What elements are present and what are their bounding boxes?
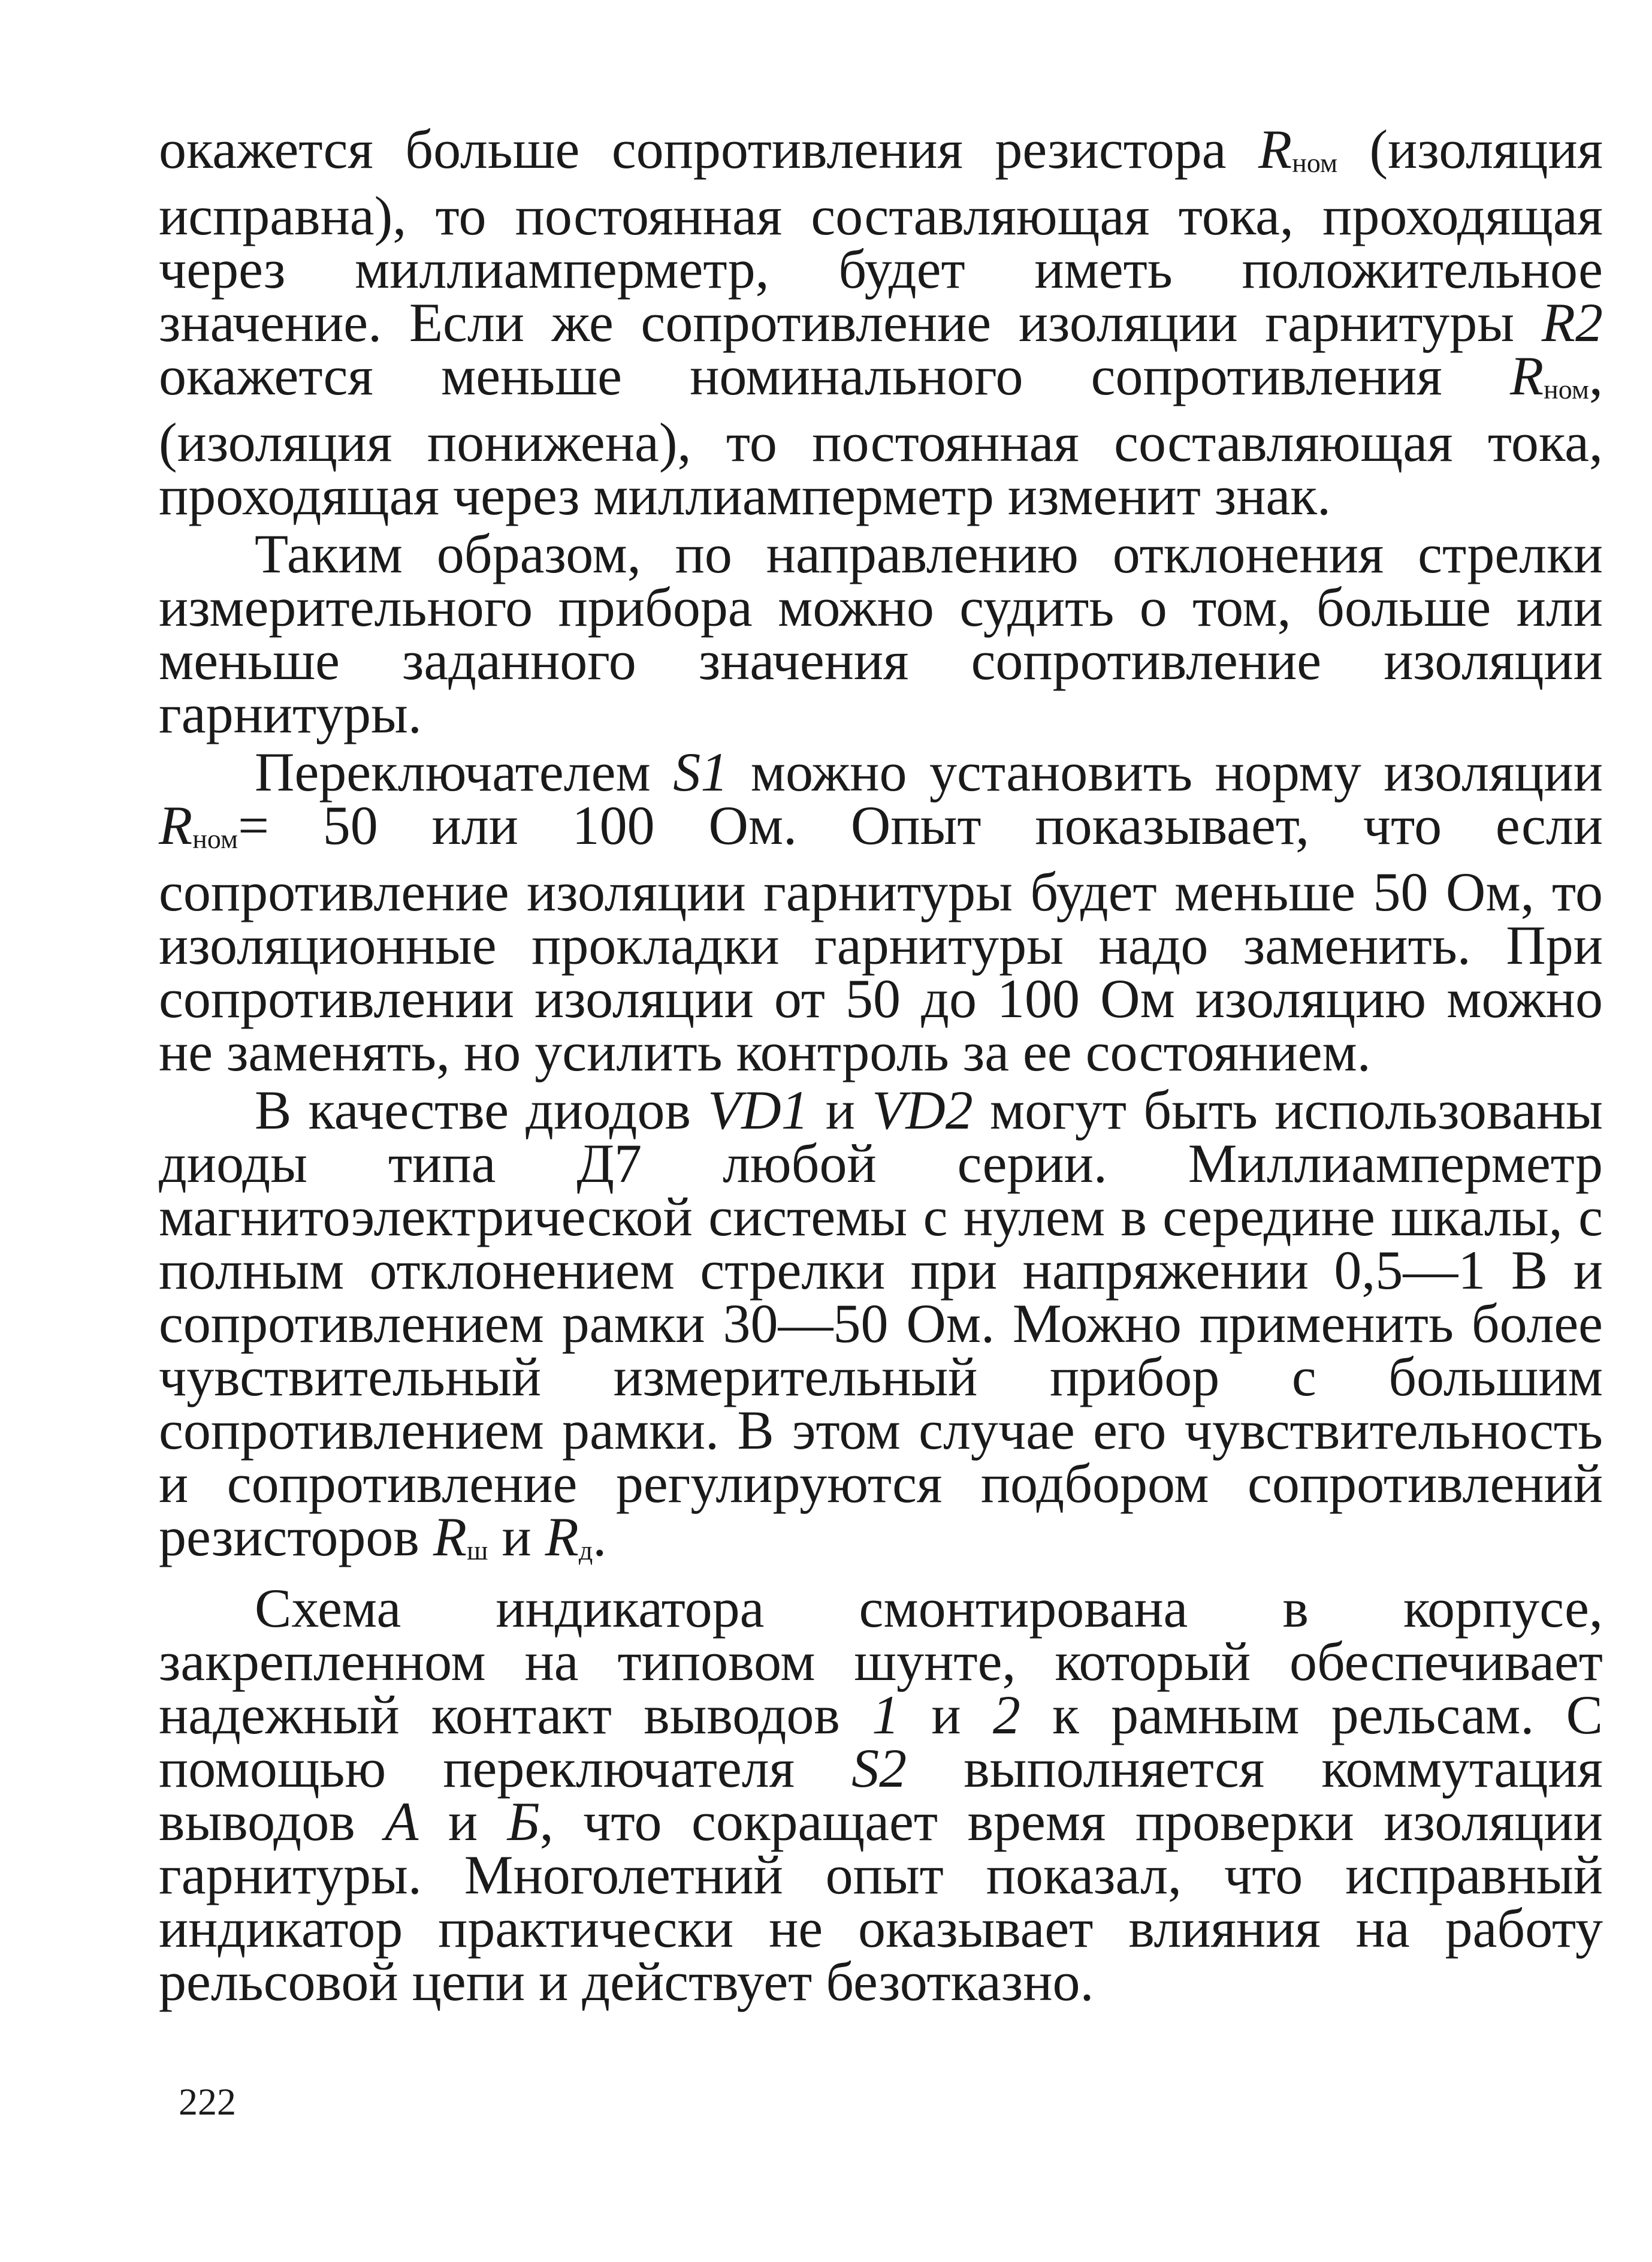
symbol-r-nom: Rном bbox=[159, 794, 238, 856]
paragraph-2 bbox=[159, 523, 1603, 744]
symbol-terminal-a: А bbox=[385, 1790, 419, 1852]
paragraph-5 bbox=[159, 1577, 1603, 2012]
symbol-terminal-b: Б bbox=[507, 1790, 540, 1852]
symbol-r-nom: Rном bbox=[1258, 119, 1338, 180]
paragraph-3 bbox=[159, 741, 1603, 1082]
text-run: выполняется коммутация выводов bbox=[159, 1737, 1603, 1852]
text-run: (изоляция исправна), то постоянная составляющая тока, проходящая через миллиамперметр, будет иметь положительное значение. Если же сопротивление изоляции гарнитуры bbox=[159, 119, 1603, 353]
text-run: и bbox=[899, 1684, 993, 1745]
text-run: . bbox=[593, 1506, 607, 1567]
text-run: = 50 или 100 Ом. Опыт показывает, что если сопротивление изоляции гарнитуры будет меньше 50 Ом, то изоляционные прокладки гарнитуры надо заменить. При сопротивлении изоляции от 50 до 100 Ом изоляцию можно не заменять, но усилить контроль за ее состоянием. bbox=[159, 794, 1603, 1082]
text-run: окажется больше сопротивления резистора bbox=[159, 119, 1258, 180]
symbol-r-d: Rд bbox=[545, 1506, 593, 1567]
symbol-s2: S2 bbox=[851, 1737, 907, 1799]
paragraph-1 bbox=[159, 119, 1603, 526]
text-run: , (изоляция понижена), то постоянная составляющая тока, проходящая через миллиамперметр изменит знак. bbox=[159, 345, 1603, 526]
text-run: могут быть использованы диоды типа Д7 любой серии. Миллиамперметр магнитоэлектрической системы с нулем в середине шкалы, с полным отклонением стрелки при напряжении 0,5—1 В и сопротивлением рамки 30—50 Ом. Можно применить более чувствительный измерительный прибор с большим сопротивлением рамки. В этом случае его чувствительность и сопротивление регулируются подбором сопротивлений резисторов bbox=[159, 1079, 1603, 1567]
text-run: к рамным рельсам. С помощью переключателя bbox=[159, 1684, 1603, 1799]
text-run: можно установить норму изоляции bbox=[728, 741, 1603, 803]
symbol-vd2: VD2 bbox=[872, 1079, 973, 1141]
symbol-s1: S1 bbox=[673, 741, 729, 803]
symbol-terminal-2: 2 bbox=[992, 1684, 1020, 1745]
text-run: и bbox=[418, 1790, 508, 1852]
symbol-terminal-1: 1 bbox=[872, 1684, 900, 1745]
symbol-r-sh: Rш bbox=[433, 1506, 488, 1567]
text-run: , что сокращает время проверки изоляции гарнитуры. Многолетний опыт показал, что исправный индикатор практически не оказывает влияния на работу рельсовой цепи и действует безотказно. bbox=[159, 1790, 1603, 2012]
text-run: Схема индикатора смонтирована в корпусе, закрепленном на типовом шунте, который обеспечивает надежный контакт выводов bbox=[159, 1577, 1603, 1745]
text-run: и bbox=[808, 1079, 872, 1141]
text-run: В качестве диодов bbox=[255, 1079, 708, 1141]
text-run: Таким образом, по направлению отклонения стрелки измерительного прибора можно судить о том, больше или меньше заданного значения сопротивление изоляции гарнитуры. bbox=[159, 523, 1603, 744]
text-run: и bbox=[488, 1506, 545, 1567]
symbol-r2: R2 bbox=[1541, 291, 1603, 353]
text-run: окажется меньше номинального сопротивления bbox=[159, 345, 1510, 406]
symbol-vd1: VD1 bbox=[708, 1079, 809, 1141]
body-text bbox=[159, 119, 1603, 2013]
text-run: Переключателем bbox=[255, 741, 674, 803]
page-number: 222 bbox=[179, 2080, 236, 2123]
paragraph-4 bbox=[159, 1079, 1603, 1577]
symbol-r-nom: Rном bbox=[1509, 345, 1589, 406]
